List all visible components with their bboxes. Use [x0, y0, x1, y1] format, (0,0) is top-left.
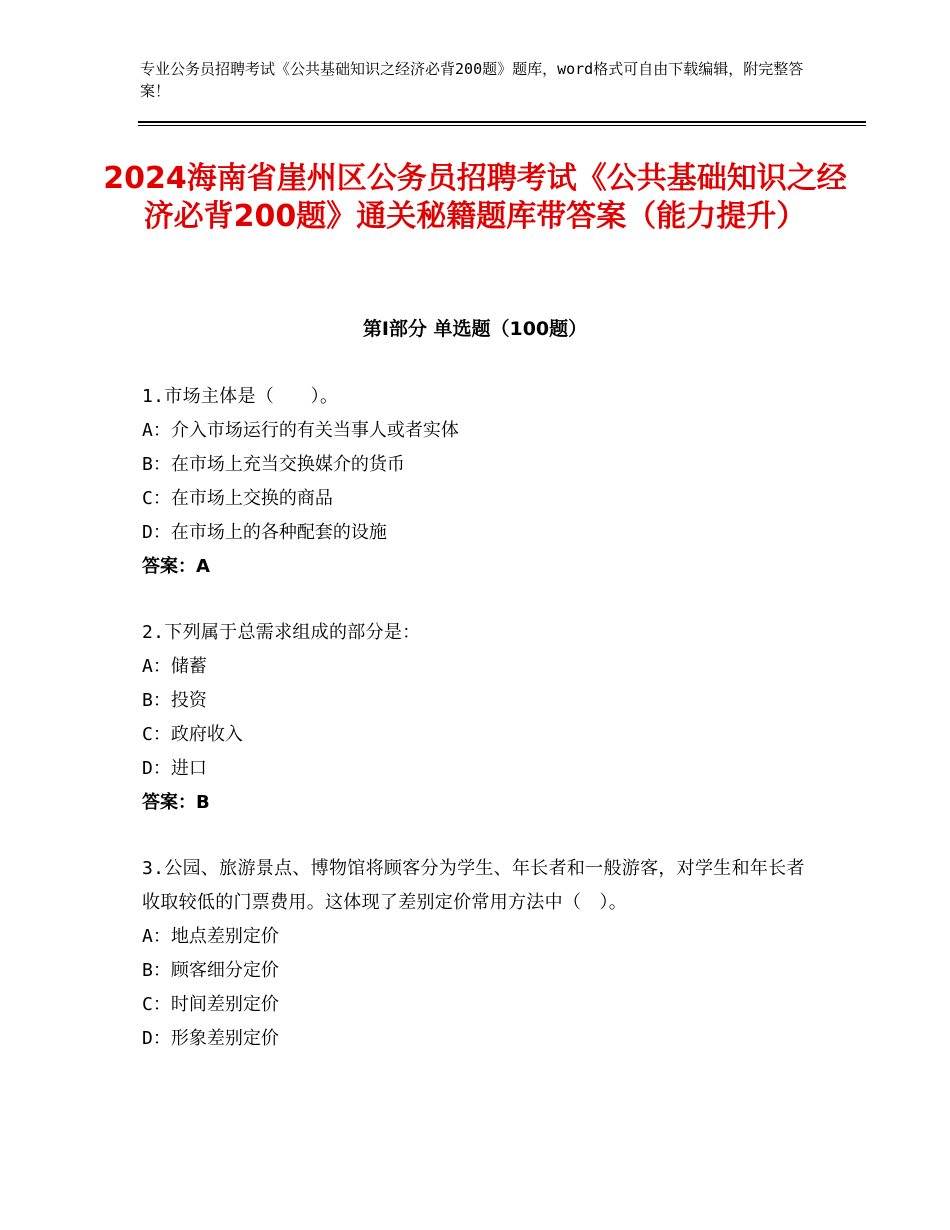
- question-list: [142, 380, 812, 1088]
- question-stem: 3.公园、旅游景点、博物馆将顾客分为学生、年长者和一般游客，对学生和年长者收取较低的门票费用。这体现了差别定价常用方法中（ ）。: [142, 858, 805, 913]
- option-a: A：介入市场运行的有关当事人或者实体: [142, 420, 459, 441]
- option-a: A：地点差别定价: [142, 926, 279, 947]
- header-rule-thin: [138, 125, 866, 126]
- question-2: [142, 616, 812, 820]
- header-note: 专业公务员招聘考试《公共基础知识之经济必背200题》题库，word格式可自由下载编辑，附完整答案！: [140, 60, 804, 100]
- answer: 答案：B: [142, 792, 210, 813]
- answer: 答案：A: [142, 556, 210, 577]
- option-b: B：顾客细分定价: [142, 960, 279, 981]
- option-b: B：在市场上充当交换媒介的货币: [142, 454, 405, 475]
- question-1: [142, 380, 812, 584]
- option-c: C：政府收入: [142, 724, 243, 745]
- option-d: D：形象差别定价: [142, 1028, 279, 1049]
- question-stem: 2.下列属于总需求组成的部分是：: [142, 622, 421, 643]
- option-a: A：储蓄: [142, 656, 207, 677]
- option-d: D：在市场上的各种配套的设施: [142, 522, 387, 543]
- option-c: C：在市场上交换的商品: [142, 488, 333, 509]
- section-title: 第Ⅰ部分 单选题（100题）: [362, 318, 588, 340]
- option-b: B：投资: [142, 690, 207, 711]
- option-d: D：进口: [142, 758, 207, 779]
- document-title: 2024海南省崖州区公务员招聘考试《公共基础知识之经济必背200题》通关秘籍题库带答案（能力提升）: [103, 161, 847, 234]
- question-stem: 1.市场主体是（ ）。: [142, 386, 339, 407]
- question-3: [142, 852, 812, 1056]
- option-c: C：时间差别定价: [142, 994, 279, 1015]
- header-rule-thick: [138, 121, 866, 123]
